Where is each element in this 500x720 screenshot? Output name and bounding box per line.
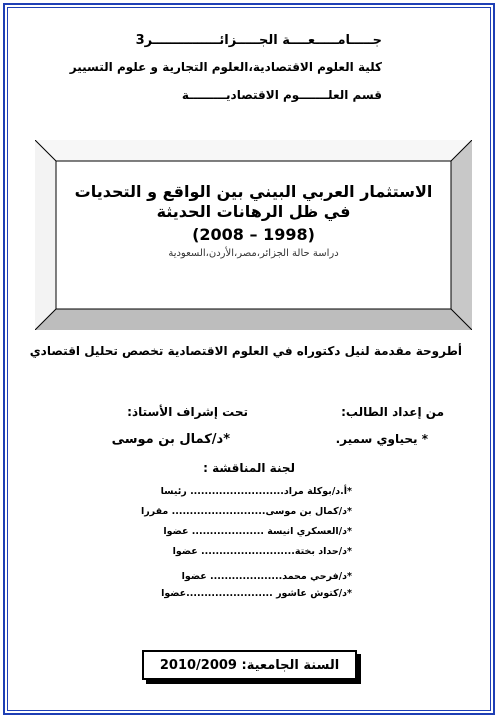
university-name: جـــــامـــــعــــة الجـــــزائـــــــــــــــر3 [135, 33, 382, 48]
prepared-by-label: من إعداد الطالب: [341, 405, 444, 419]
committee-member: *أ.د/بوكلة مراد.......................... رئيسا [160, 486, 352, 497]
committee-member: *د/كمال بن موسى.......................... مقررا [140, 506, 352, 517]
student-name: * يحياوي سمير. [335, 432, 428, 446]
title-line-2: في ظل الرهانات الحديثة [156, 202, 351, 221]
title-years: (1998 – 2008) [192, 225, 315, 244]
thesis-title [56, 165, 451, 259]
committee-member: *د/فرحي محمد.................... عضوا [181, 571, 352, 582]
supervised-by-label: تحت إشراف الأستاذ: [127, 405, 248, 419]
faculty-name: كلية العلوم الاقتصادية،العلوم التجارية و علوم التسيير [69, 60, 382, 74]
committee-member: *د/العسكري انيسة .................... عضوا [163, 526, 352, 537]
department-name: قسم العلـــــــوم الاقتصاديـــــــــة [181, 88, 382, 102]
committee-label: لجنة المناقشة : [203, 461, 295, 475]
degree-statement: أطروحة مقدمة لنيل دكتوراه في العلوم الاقتصادية تخصص تحليل اقتصادي [29, 344, 462, 358]
page-border-inner [7, 7, 491, 711]
academic-year-box [142, 650, 357, 680]
committee-member: *د/حداد بختة.......................... عضوا [172, 546, 352, 557]
title-line-1: الاستثمار العربي البيني بين الواقع و التحديات [74, 182, 433, 201]
committee-member: *د/كتوش عاشور ........................عضوا [161, 588, 352, 599]
academic-year: السنة الجامعية: 2010/2009 [159, 657, 340, 673]
supervisor-name: *د/كمال بن موسى [111, 432, 230, 447]
case-study-subtitle: دراسة حالة الجزائر،مصر،الأردن،السعودية [168, 248, 339, 259]
